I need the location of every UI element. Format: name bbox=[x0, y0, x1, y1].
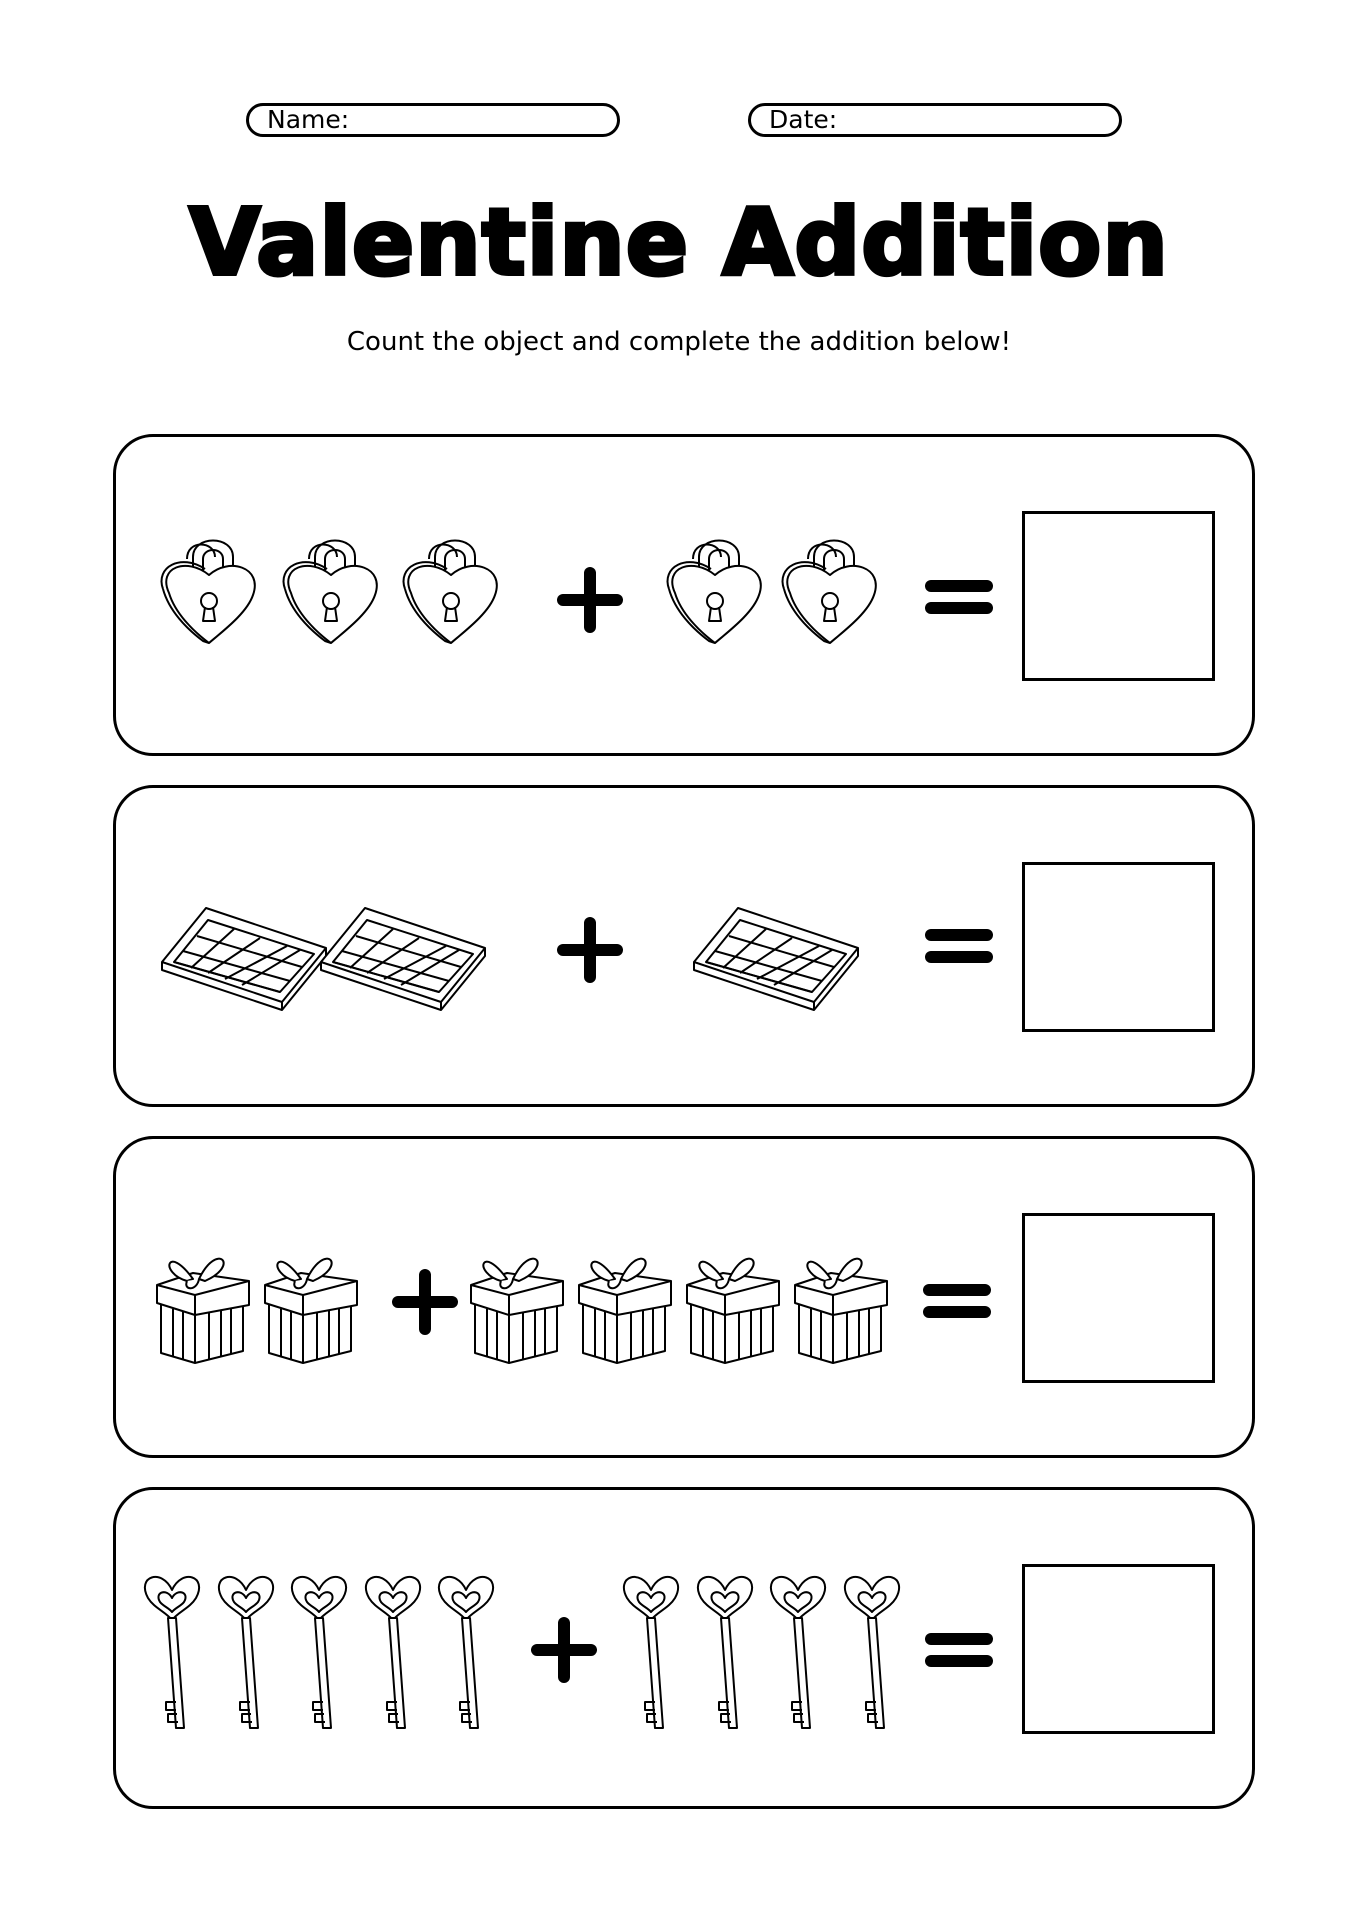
heart-key-icon bbox=[439, 1577, 493, 1728]
problem-panel-4 bbox=[113, 1487, 1255, 1809]
answer-box-4[interactable] bbox=[1022, 1564, 1215, 1734]
name-field[interactable] bbox=[246, 103, 620, 137]
chocolate-bar-icon bbox=[162, 908, 326, 1010]
gift-box-icon bbox=[687, 1259, 779, 1363]
worksheet-instructions: Count the object and complete the addition below! bbox=[346, 327, 1012, 357]
problem-panel-3 bbox=[113, 1136, 1255, 1458]
heart-lock-icon bbox=[404, 541, 497, 644]
gift-box-icon bbox=[795, 1259, 887, 1363]
plus-sign bbox=[392, 1269, 458, 1335]
equals-sign bbox=[925, 1633, 993, 1667]
chocolate-bar-icon bbox=[694, 908, 858, 1010]
problem-panel-2 bbox=[113, 785, 1255, 1107]
plus-sign bbox=[557, 917, 623, 983]
plus-sign bbox=[557, 567, 623, 633]
heart-key-icon bbox=[145, 1577, 199, 1728]
heart-lock-icon bbox=[162, 541, 255, 644]
gift-box-icon bbox=[157, 1259, 249, 1363]
answer-box-2[interactable] bbox=[1022, 862, 1215, 1032]
equals-sign bbox=[925, 929, 993, 963]
plus-sign bbox=[531, 1617, 597, 1683]
heart-lock-icon bbox=[284, 541, 377, 644]
answer-box-1[interactable] bbox=[1022, 511, 1215, 681]
gift-box-icon bbox=[265, 1259, 357, 1363]
heart-key-icon bbox=[219, 1577, 273, 1728]
answer-box-3[interactable] bbox=[1022, 1213, 1215, 1383]
worksheet-title: Valentine Addition bbox=[189, 189, 1169, 296]
heart-key-icon bbox=[845, 1577, 899, 1728]
heart-lock-icon bbox=[783, 541, 876, 644]
heart-key-icon bbox=[366, 1577, 420, 1728]
heart-key-icon bbox=[292, 1577, 346, 1728]
date-label: Date: bbox=[769, 105, 838, 134]
chocolate-bar-icon bbox=[321, 908, 485, 1010]
equals-sign bbox=[923, 1284, 991, 1318]
name-label: Name: bbox=[267, 105, 350, 134]
gift-box-icon bbox=[579, 1259, 671, 1363]
heart-lock-icon bbox=[668, 541, 761, 644]
heart-key-icon bbox=[698, 1577, 752, 1728]
heart-key-icon bbox=[624, 1577, 678, 1728]
gift-box-icon bbox=[471, 1259, 563, 1363]
problem-panel-1 bbox=[113, 434, 1255, 756]
equals-sign bbox=[925, 580, 993, 614]
date-field[interactable] bbox=[748, 103, 1122, 137]
heart-key-icon bbox=[771, 1577, 825, 1728]
